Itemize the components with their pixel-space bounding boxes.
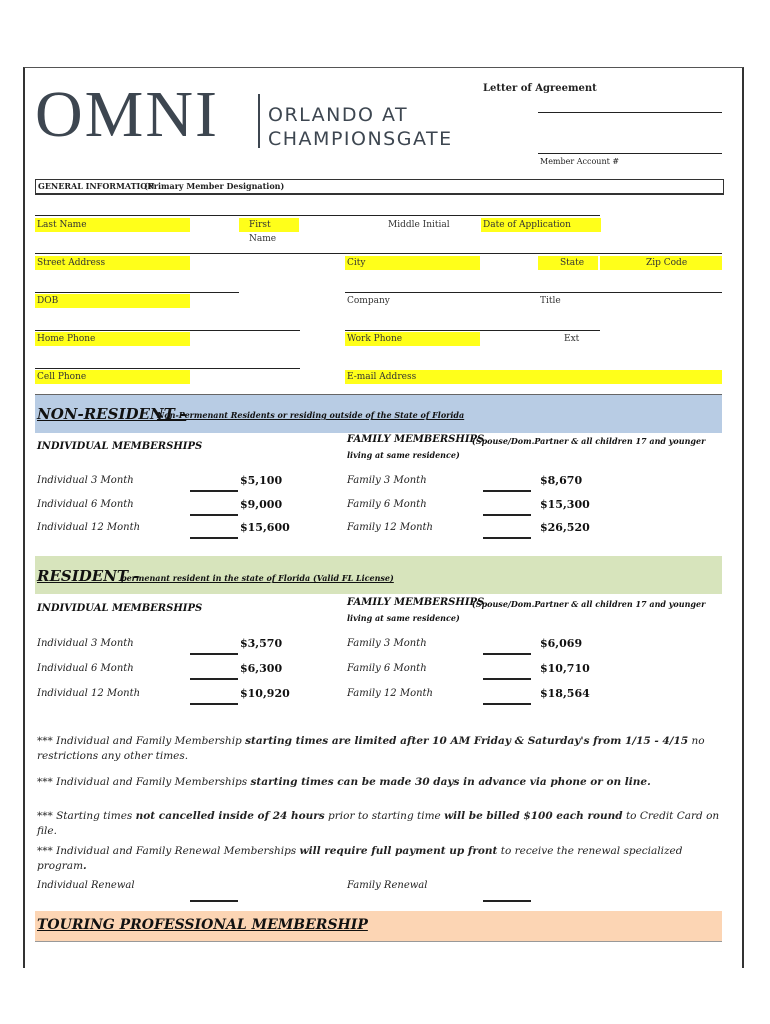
- last-name-field[interactable]: Last Name: [35, 218, 190, 232]
- row2-line: [35, 253, 722, 254]
- r-individual-3-label: Individual 3 Month: [37, 638, 134, 649]
- general-info-bar: [35, 179, 724, 195]
- row4-line-b: [345, 330, 600, 331]
- account-line[interactable]: [538, 153, 722, 154]
- row5-line-a: [35, 368, 300, 369]
- r-family-6-blank[interactable]: [483, 678, 531, 680]
- row3-line-b: [345, 292, 722, 293]
- r-family-3-price: $6,069: [540, 637, 583, 650]
- letter-title: Letter of Agreement: [483, 83, 597, 94]
- row4-line-a: [35, 330, 300, 331]
- nr-individual-6-price: $9,000: [240, 498, 283, 511]
- r-individual-6-label: Individual 6 Month: [37, 663, 134, 674]
- date-of-application-field[interactable]: Date of Application: [481, 218, 601, 232]
- resident-title: RESIDENT -: [37, 567, 140, 585]
- street-address-field[interactable]: Street Address: [35, 256, 190, 270]
- family-renewal-label: Family Renewal: [347, 880, 428, 891]
- r-individual-6-price: $6,300: [240, 662, 283, 675]
- row1-line: [35, 215, 600, 216]
- nr-individual-12-label: Individual 12 Month: [37, 522, 141, 533]
- state-field[interactable]: State: [538, 256, 598, 270]
- note-cancellation: *** Starting times not cancelled inside of 24 hours prior to starting time will be billed $100 each round to Credit Card on file.: [37, 810, 720, 837]
- nr-individual-12-price: $15,600: [240, 521, 290, 534]
- touring-title: TOURING PROFESSIONAL MEMBERSHIP: [37, 917, 368, 933]
- logo-line-2: CHAMPIONSGATE: [268, 128, 453, 150]
- note-advance-booking: *** Individual and Family Memberships starting times can be made 30 days in advance via phone or on line.: [37, 776, 651, 788]
- middle-initial-field[interactable]: Middle Initial: [388, 220, 450, 230]
- nr-family-3-label: Family 3 Month: [347, 475, 427, 486]
- general-info-heading: GENERAL INFORMATION: [38, 181, 155, 191]
- city-field[interactable]: City: [345, 256, 480, 270]
- r-family-12-label: Family 12 Month: [347, 688, 433, 699]
- omni-logo: OMNI: [35, 78, 219, 151]
- nr-individual-3-price: $5,100: [240, 474, 283, 487]
- agreement-line: [538, 112, 722, 113]
- r-individual-12-blank[interactable]: [190, 703, 238, 705]
- individual-renewal-label: Individual Renewal: [37, 880, 135, 891]
- nr-family-6-blank[interactable]: [483, 514, 531, 516]
- nr-family-6-price: $15,300: [540, 498, 590, 511]
- email-field[interactable]: E-mail Address: [345, 370, 722, 384]
- nr-family-6-label: Family 6 Month: [347, 499, 427, 510]
- note-tee-times: *** Individual and Family Membership starting times are limited after 10 AM Friday & Saturday's from 1/15 - 4/15 no restrictions any other times.: [37, 735, 705, 762]
- nr-family-12-price: $26,520: [540, 521, 590, 534]
- company-field[interactable]: Company: [347, 296, 390, 306]
- r-family-12-blank[interactable]: [483, 703, 531, 705]
- row3-line-a: [35, 292, 239, 293]
- non-resident-subtitle: Non-Permenant Residents or residing outside of the State of Florida: [157, 410, 465, 420]
- r-individual-12-label: Individual 12 Month: [37, 688, 141, 699]
- title-field[interactable]: Title: [540, 296, 561, 306]
- nr-individual-3-label: Individual 3 Month: [37, 475, 134, 486]
- nr-family-12-label: Family 12 Month: [347, 522, 433, 533]
- nr-individual-heading: INDIVIDUAL MEMBERSHIPS: [37, 441, 203, 452]
- logo-line-1: ORLANDO AT: [268, 104, 409, 126]
- r-family-6-label: Family 6 Month: [347, 663, 427, 674]
- logo-divider: [258, 94, 260, 148]
- r-family-heading: FAMILY MEMBERSHIPS: [347, 597, 485, 608]
- resident-subtitle: permenant resident in the state of Florida (Valid FL License): [121, 573, 394, 583]
- dob-field[interactable]: DOB: [35, 294, 190, 308]
- first-name-field[interactable]: First Name: [239, 218, 299, 232]
- r-family-note: (Spouse/Dom.Partner & all children 17 and younger living at same residence): [347, 599, 706, 623]
- non-resident-title: NON-RESIDENT -: [37, 405, 187, 423]
- r-individual-3-blank[interactable]: [190, 653, 238, 655]
- nr-family-12-blank[interactable]: [483, 537, 531, 539]
- r-family-3-label: Family 3 Month: [347, 638, 427, 649]
- r-family-12-price: $18,564: [540, 687, 590, 700]
- ext-field[interactable]: Ext: [564, 334, 580, 344]
- member-account-label: Member Account #: [540, 157, 620, 166]
- home-phone-field[interactable]: Home Phone: [35, 332, 190, 346]
- r-individual-3-price: $3,570: [240, 637, 283, 650]
- note-renewal: *** Individual and Family Renewal Memberships will require full payment up front to receive the renewal specialized program.: [37, 845, 683, 872]
- nr-individual-12-blank[interactable]: [190, 537, 238, 539]
- work-phone-field[interactable]: Work Phone: [345, 332, 480, 346]
- nr-family-3-price: $8,670: [540, 474, 583, 487]
- general-info-subheading: (Primary Member Designation): [144, 181, 285, 191]
- r-individual-heading: INDIVIDUAL MEMBERSHIPS: [37, 603, 203, 614]
- r-family-3-blank[interactable]: [483, 653, 531, 655]
- cell-phone-field[interactable]: Cell Phone: [35, 370, 190, 384]
- nr-individual-6-blank[interactable]: [190, 514, 238, 516]
- nr-individual-6-label: Individual 6 Month: [37, 499, 134, 510]
- r-individual-6-blank[interactable]: [190, 678, 238, 680]
- individual-renewal-blank[interactable]: [190, 900, 238, 902]
- nr-family-3-blank[interactable]: [483, 490, 531, 492]
- r-family-6-price: $10,710: [540, 662, 590, 675]
- touring-bottom-line: [35, 941, 722, 942]
- nr-family-note: (Spouse/Dom.Partner & all children 17 and younger living at same residence): [347, 436, 706, 460]
- nr-family-heading: FAMILY MEMBERSHIPS: [347, 434, 485, 445]
- r-individual-12-price: $10,920: [240, 687, 290, 700]
- family-renewal-blank[interactable]: [483, 900, 531, 902]
- zip-code-field[interactable]: Zip Code: [600, 256, 722, 270]
- nr-individual-3-blank[interactable]: [190, 490, 238, 492]
